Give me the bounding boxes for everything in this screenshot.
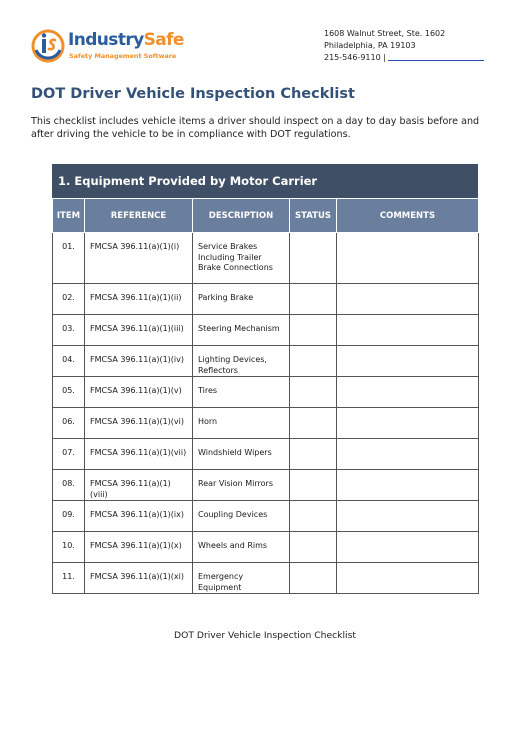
cell-status[interactable] [290, 233, 337, 284]
cell-description: Windshield Wipers [193, 439, 290, 470]
cell-description: Lighting Devices, Reflectors [193, 346, 290, 377]
cell-comments[interactable] [337, 377, 479, 408]
table-row [53, 470, 479, 501]
cell-item: 03. [53, 315, 85, 346]
page-title: DOT Driver Vehicle Inspection Checklist [31, 86, 355, 102]
cell-description: Horn [193, 408, 290, 439]
phone-underline [388, 54, 484, 61]
table-row [53, 315, 479, 346]
address-phone: 215-546-9110 [324, 53, 381, 62]
cell-status[interactable] [290, 315, 337, 346]
col-header-reference: REFERENCE [85, 199, 193, 233]
checklist-table [52, 198, 479, 594]
table-row [53, 377, 479, 408]
cell-description: Steering Mechanism [193, 315, 290, 346]
table-row [53, 346, 479, 377]
table-row [53, 284, 479, 315]
cell-comments[interactable] [337, 532, 479, 563]
cell-description: Parking Brake [193, 284, 290, 315]
cell-comments[interactable] [337, 439, 479, 470]
cell-comments[interactable] [337, 284, 479, 315]
cell-comments[interactable] [337, 563, 479, 594]
cell-status[interactable] [290, 346, 337, 377]
cell-reference: FMCSA 396.11(a)(1)(iii) [85, 315, 193, 346]
cell-status[interactable] [290, 501, 337, 532]
logo-name-part2: Safe [143, 30, 184, 50]
cell-reference: FMCSA 396.11(a)(1)(xi) [85, 563, 193, 594]
cell-item: 02. [53, 284, 85, 315]
company-logo [30, 26, 184, 68]
cell-item: 05. [53, 377, 85, 408]
cell-item: 10. [53, 532, 85, 563]
cell-reference: FMCSA 396.11(a)(1)(viii) [85, 470, 193, 501]
cell-item: 11. [53, 563, 85, 594]
cell-item: 04. [53, 346, 85, 377]
cell-reference: FMCSA 396.11(a)(1)(v) [85, 377, 193, 408]
table-header-row [53, 199, 479, 233]
cell-status[interactable] [290, 563, 337, 594]
cell-item: 07. [53, 439, 85, 470]
table-row [53, 233, 479, 284]
cell-reference: FMCSA 396.11(a)(1)(x) [85, 532, 193, 563]
checklist-section [52, 164, 478, 594]
company-address [324, 28, 484, 64]
col-header-item: ITEM [53, 199, 85, 233]
address-city: Philadelphia, PA 19103 [324, 41, 416, 50]
cell-status[interactable] [290, 284, 337, 315]
cell-comments[interactable] [337, 408, 479, 439]
cell-description: Tires [193, 377, 290, 408]
address-street: 1608 Walnut Street, Ste. 1602 [324, 29, 446, 38]
cell-description: Coupling Devices [193, 501, 290, 532]
cell-reference: FMCSA 396.11(a)(1)(ix) [85, 501, 193, 532]
cell-comments[interactable] [337, 315, 479, 346]
table-row [53, 501, 479, 532]
cell-item: 01. [53, 233, 85, 284]
cell-reference: FMCSA 396.11(a)(1)(ii) [85, 284, 193, 315]
col-header-comments: COMMENTS [337, 199, 479, 233]
cell-status[interactable] [290, 532, 337, 563]
table-row [53, 563, 479, 594]
cell-comments[interactable] [337, 346, 479, 377]
industrysafe-logo-icon [30, 28, 66, 64]
cell-comments[interactable] [337, 501, 479, 532]
table-row [53, 408, 479, 439]
logo-name-part1: Industry [68, 30, 144, 50]
cell-description: Wheels and Rims [193, 532, 290, 563]
table-row [53, 532, 479, 563]
cell-item: 08. [53, 470, 85, 501]
cell-description: Service Brakes Including Trailer Brake Connections [193, 233, 290, 284]
address-phone-row: 215-546-9110 | [324, 52, 484, 64]
cell-description: Emergency Equipment [193, 563, 290, 594]
cell-status[interactable] [290, 377, 337, 408]
col-header-description: DESCRIPTION [193, 199, 290, 233]
cell-status[interactable] [290, 470, 337, 501]
intro-paragraph: This checklist includes vehicle items a driver should inspect on a day to day basis before and after driving the vehicle to be in compliance with DOT regulations. [31, 116, 480, 140]
cell-reference: FMCSA 396.11(a)(1)(vii) [85, 439, 193, 470]
cell-item: 09. [53, 501, 85, 532]
section-heading: 1. Equipment Provided by Motor Carrier [52, 164, 478, 198]
cell-reference: FMCSA 396.11(a)(1)(vi) [85, 408, 193, 439]
cell-description: Rear Vision Mirrors [193, 470, 290, 501]
logo-tagline: Safety Management Software [69, 52, 177, 60]
page-footer: DOT Driver Vehicle Inspection Checklist [174, 630, 356, 641]
table-row [53, 439, 479, 470]
cell-reference: FMCSA 396.11(a)(1)(i) [85, 233, 193, 284]
cell-comments[interactable] [337, 233, 479, 284]
cell-status[interactable] [290, 408, 337, 439]
cell-status[interactable] [290, 439, 337, 470]
cell-item: 06. [53, 408, 85, 439]
cell-reference: FMCSA 396.11(a)(1)(iv) [85, 346, 193, 377]
col-header-status: STATUS [290, 199, 337, 233]
cell-comments[interactable] [337, 470, 479, 501]
logo-wordmark [68, 30, 184, 50]
